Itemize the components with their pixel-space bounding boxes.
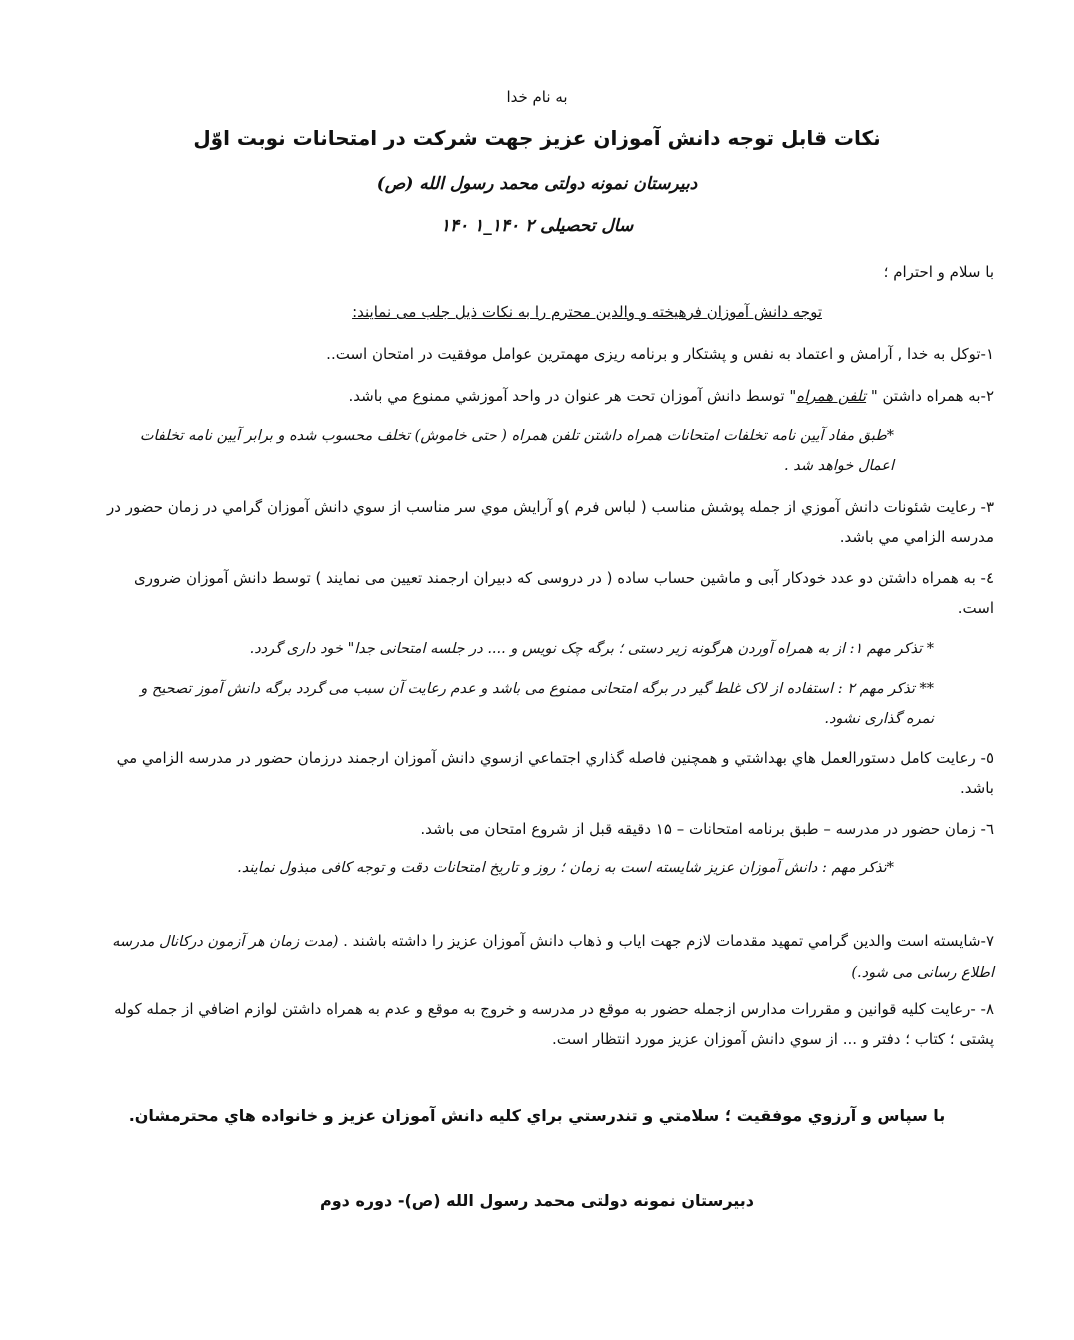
item-2-text-end: " توسط دانش آموزان تحت هر عنوان در واحد آموزشي ممنوع مي باشد.	[348, 387, 797, 405]
item-7	[79, 926, 994, 988]
item-4-note-1: * تذکر مهم ۱: از به همراه آوردن هرگونه زیر دستی ؛ برگه چک نویس و .... در جلسه امتحانی جدا" خود داری گردد.	[249, 641, 934, 657]
signature-line: دبیرستان نمونه دولتی محمد رسول الله (ص)- دوره دوم	[319, 1191, 755, 1210]
greeting: با سلام و احترام ؛	[883, 263, 994, 281]
item-2-text-start: ۲-به همراه داشتن "	[866, 387, 994, 405]
school-name-subtitle: دبیرستان نمونه دولتی محمد رسول الله (ص)	[376, 174, 698, 194]
phone-emphasis: تلفن همراه	[796, 387, 867, 405]
item-1: ۱-توکل به خدا , آرامش و اعتماد به نفس و پشتکار و برنامه ریزی مهمترین عوامل موفقیت در امتحان است..	[326, 345, 994, 363]
item-6-note: *تذکر مهم : دانش آموزان عزیز شایسته است به زمان ؛ روز و تاریخ امتحانات دقت و توجه کافی مبذول نمایند.	[237, 860, 894, 876]
item-7-text: ۷-شایسته است والدین گرامي تمهید مقدمات لازم جهت اياب و ذهاب دانش آموزان عزيز را داشته باشند .	[338, 932, 994, 950]
item-3: ۳- رعايت شئونات دانش آموزي از جمله پوشش مناسب ( لباس فرم )و آرایش موي سر مناسب از سوي دانش آموزان گرامي در زمان حضور در مدرسه الزامي مي باشد.	[107, 498, 994, 546]
academic-year: سال تحصیلی ۲ ۱۴۰_۱ ۱۴۰	[440, 216, 634, 236]
item-7-note: (مدت زمان هر آزمون درکانال مدرسه اطلاع رسانی می شود.)	[112, 934, 994, 981]
item-5: ٥- رعايت کامل دستورالعمل هاي بهداشتي و همچنين فاصله گذاري اجتماعي ازسوي دانش آموزان ارجمند درزمان حضور در مدرسه الزامي مي باشد.	[116, 749, 994, 797]
item-6: ٦- زمان حضور در مدرسه – طبق برنامه امتحانات – ۱۵ دقیقه قبل از شروع امتحان می باشد.	[420, 820, 994, 838]
item-2	[79, 381, 994, 411]
item-2-note: *طبق مفاد آیین نامه تخلفات امتحانات همراه داشتن تلفن همراه ( حتی خاموش) تخلف محسوب شده و برابر آیین نامه تخلفات اعمال خواهد شد .	[139, 428, 894, 474]
notice-heading: توجه دانش آموزان فرهیخته و والدین محترم را به نکات ذیل جلب می نمایند:	[352, 303, 822, 321]
item-4: ٤- به همراه داشتن دو عدد خودکار آبی و ماشین حساب ساده ( در دروسی که دبیران ارجمند تعیین می نمایند ) توسط دانش آموزان ضروری است.	[133, 569, 994, 617]
document-title: نکات قابل توجه دانش آموزان عزیز جهت شرکت در امتحانات نوبت اوّل	[193, 126, 881, 150]
bismillah-heading: به نام خدا	[506, 88, 568, 106]
closing-line: با سپاس و آرزوي موفقيت ؛ سلامتي و تندرستي براي کليه دانش آموزان عزيز و خانواده هاي محترمشان.	[128, 1106, 946, 1125]
item-4-note-2: ** تذکر مهم ۲ : استفاده از لاک غلط گیر در برگه امتحانی ممنوع می باشد و عدم رعایت آن سبب می گردد برگه دانش آموز تصحیح و نمره گذاری نشود.	[140, 681, 934, 727]
item-8: ۸- -رعايت کليه قوانين و مقررات مدارس ازجمله حضور به موقع در مدرسه و خروج به موقع و عدم به همراه داشتن لوازم اضافي از جمله کوله پشتی ؛ کتاب ؛ دفتر و ... از سوي دانش آموزان عزيز مورد انتظار است.	[114, 1000, 994, 1048]
